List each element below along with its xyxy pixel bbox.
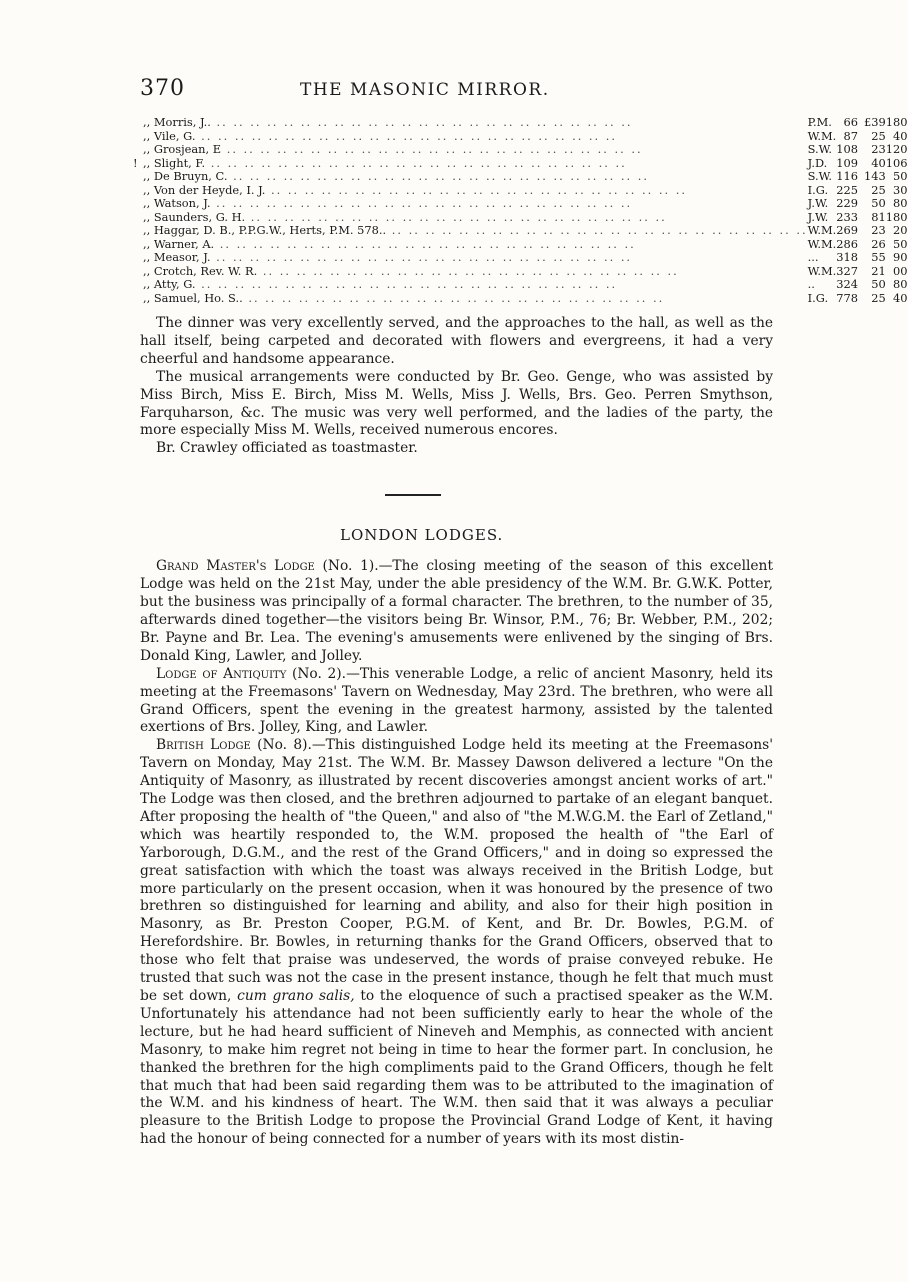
- subscription-row: [133, 130, 908, 144]
- running-head: [140, 76, 773, 116]
- shillings: 12: [885, 142, 901, 156]
- pence: 0: [900, 209, 908, 224]
- shillings: 5: [893, 169, 901, 183]
- lodge-number: 327: [836, 263, 859, 278]
- subscription-list: [133, 116, 908, 305]
- paragraph: Br. Crawley officiated as toastmaster.: [156, 440, 418, 457]
- lodge-text: —This distinguished Lodge held its meeting at the Freemasons' Tavern on Monday, May 21st. The W.M. Br. Massey Dawson delivered a lecture "On the Antiquity of Masonry, as illustrated by recent discoveries amongst ancient works of art." The Lodge was then closed, and the brethren adjourned to partake of an elegant banquet. After proposing the health of "the Queen," and also of "the M.W.G.M. the Earl of Zetland," which was heartily responded to, the W.M. proposed the health of "the Earl of Yarborough, D.G.M., and the rest of the Grand Officers," and in doing so expressed the great satisfaction with which the toast was always received in the British Lodge, but more particularly on the present occasion, when it was honoured by the presence of two brethren so distinguished for learning and ability, and also for their high position in Masonry, as Br. Preston Cooper, P.G.M. of Kent, and Br. Dr. Bowles, P.G.M. of Herefordshire. Br. Bowles, in returning thanks for the Grand Officers, observed that to those who felt that praise was undeserved, the words of praise conveyed rebuke. He trusted that such was not the case in the present instance, though he felt that much must be set down,: [140, 737, 773, 1004]
- pounds: 23: [871, 142, 886, 156]
- subscriber-name: ,, Warner, A.: [143, 236, 215, 251]
- lodge-number: 318: [836, 250, 859, 264]
- lodge-text: —This venerable Lodge, a relic of ancient Masonry, held its meeting at the Freemasons' Tavern on Wednesday, May 23rd. The brethren, who were all Grand Officers, spent the evening in the greatest harmony, assisted by the talented exertions of Brs. Jolley, King, and Lawler.: [140, 665, 773, 736]
- lodge-report: [140, 737, 773, 1149]
- subscription-row: [133, 211, 908, 225]
- dot-leader: .. .. .. .. .. .. .. .. .. .. .. .. .. .. .. .. .. .. .. .. .. .. .. .. ..: [214, 236, 636, 251]
- dot-leader: .. .. .. .. .. .. .. .. .. .. .. .. .. .. .. .. .. .. .. .. .. .. .. .. ..: [227, 169, 650, 183]
- subscription-row: [133, 278, 908, 292]
- dot-leader: .. .. .. .. .. .. .. .. .. .. .. .. .. .. .. .. .. .. .. .. .. .. .. .. ..: [242, 290, 665, 305]
- subscriber-name: ,, Slight, F.: [143, 155, 206, 170]
- section-title: LONDON LODGES.: [340, 526, 504, 545]
- pence: 0: [900, 250, 908, 264]
- lodge-text-continued: to the eloquence of such a practised speaker as the W.M. Unfortunately his attendance had not been sufficiently early to hear the whole of the lecture, but he had heard sufficient of Nineveh and Memphis, as connected with ancient Masonry, to make him regret not being in time to hear the former part. In conclusion, he thanked the brethren for the high compliments paid to the Grand Officers, though he felt that much that had been said regarding them was to be attributed to the imagination of the W.M. and his kindness of heart. The W.M. then said that it was always a peculiar pleasure to the British Lodge to propose the Provincial Grand Lodge of Kent, it having had the honour of being connected for a number of years with its most distin-: [140, 988, 773, 1148]
- pence: 0: [900, 277, 908, 291]
- pence: 6: [900, 155, 908, 170]
- shillings: 10: [885, 155, 901, 170]
- dot-leader: .. .. .. .. .. .. .. .. .. .. .. .. .. .. .. .. .. .. .. .. .. .. .. .. ..: [386, 223, 808, 237]
- pounds: 50: [871, 196, 886, 210]
- subscription-row: [133, 157, 908, 171]
- office: W.M.: [807, 128, 837, 143]
- shillings: 2: [893, 223, 901, 237]
- dot-leader: .. .. .. .. .. .. .. .. .. .. .. .. .. .. .. .. .. .. .. .. .. .. .. .. ..: [221, 142, 643, 156]
- latin-phrase: cum grano salis,: [237, 988, 355, 1004]
- subscriber-name: ,, Vile, G.: [143, 128, 196, 143]
- subscription-row: [133, 143, 908, 157]
- pounds: 26: [871, 236, 886, 251]
- office: P.M.: [807, 115, 832, 129]
- dot-leader: .. .. .. .. .. .. .. .. .. .. .. .. .. .. .. .. .. .. .. .. .. .. .. .. ..: [210, 250, 633, 264]
- lodge-number: 233: [836, 209, 859, 224]
- lodge-heading: Grand Master's Lodge: [156, 558, 315, 575]
- pounds: 21: [871, 263, 886, 278]
- pounds: 40: [871, 155, 886, 170]
- pence: 0: [900, 115, 908, 129]
- pounds: 55: [871, 250, 886, 264]
- office: J.W.: [807, 209, 829, 224]
- office: J.W.: [807, 196, 829, 210]
- lodge-number: 324: [836, 277, 859, 291]
- subscription-row: [133, 238, 908, 252]
- journal-title: THE MASONIC MIRROR.: [300, 80, 550, 100]
- paragraph: The dinner was very excellently served, and the approaches to the hall, as well as the hall itself, being carpeted and decorated with flowers and evergreens, it had a very cheerful and handsome appearance.: [140, 315, 773, 367]
- subscription-row: [133, 184, 908, 198]
- dot-leader: .. .. .. .. .. .. .. .. .. .. .. .. .. .. .. .. .. .. .. .. .. .. .. .. ..: [210, 115, 633, 129]
- lodge-number: (No. 8).: [257, 737, 312, 754]
- subscription-row: [133, 292, 908, 306]
- dot-leader: .. .. .. .. .. .. .. .. .. .. .. .. .. .. .. .. .. .. .. .. .. .. .. .. ..: [210, 196, 633, 210]
- shillings: 3: [893, 182, 901, 197]
- dot-leader: .. .. .. .. .. .. .. .. .. .. .. .. .. .. .. .. .. .. .. .. .. .. .. .. ..: [265, 182, 687, 197]
- pounds: 81: [871, 209, 886, 224]
- lodge-number: 286: [836, 236, 859, 251]
- lodge-number: 229: [836, 196, 859, 210]
- subscriber-name: ,, Grosjean, E: [143, 142, 222, 156]
- lodge-number: 109: [836, 155, 859, 170]
- lodge-number: (No. 1).: [322, 558, 379, 575]
- dot-leader: .. .. .. .. .. .. .. .. .. .. .. .. .. .. .. .. .. .. .. .. .. .. .. .. ..: [245, 209, 667, 224]
- office: S.W.: [807, 142, 833, 156]
- dot-leader: .. .. .. .. .. .. .. .. .. .. .. .. .. .. .. .. .. .. .. .. .. .. .. .. ..: [195, 128, 618, 143]
- shillings: 0: [893, 263, 901, 278]
- pounds: 25: [871, 290, 886, 305]
- section-divider: [385, 494, 441, 496]
- lodge-number: 116: [836, 169, 859, 183]
- office: I.G.: [807, 182, 829, 197]
- paragraph: The musical arrangements were conducted by Br. Geo. Genge, who was assisted by Miss Birch, Miss E. Birch, Miss M. Wells, Miss J. Wells, Brs. Geo. Perren Smythson, Farquharson, &c. The music was very well performed, and the ladies of the party, the more especially Miss M. Wells, received numerous encores.: [140, 368, 773, 439]
- pence: 0: [900, 290, 908, 305]
- office: J.D.: [807, 155, 828, 170]
- margin-mark: !: [133, 155, 138, 170]
- shillings: 4: [893, 290, 901, 305]
- pence: 0: [900, 223, 908, 237]
- office: ..: [807, 277, 815, 291]
- office: W.M.: [807, 236, 837, 251]
- subscriber-name: ,, Watson, J.: [143, 196, 211, 210]
- office: I.G.: [807, 290, 829, 305]
- subscription-row: [133, 251, 908, 265]
- lodge-number: 225: [836, 182, 859, 197]
- pence: 0: [900, 128, 908, 143]
- shillings: 4: [893, 128, 901, 143]
- pounds: 25: [871, 128, 886, 143]
- dot-leader: .. .. .. .. .. .. .. .. .. .. .. .. .. .. .. .. .. .. .. .. .. .. .. .. ..: [257, 263, 679, 278]
- pence: 0: [900, 263, 908, 278]
- pence: 0: [900, 182, 908, 197]
- dot-leader: .. .. .. .. .. .. .. .. .. .. .. .. .. .. .. .. .. .. .. .. .. .. .. .. ..: [205, 155, 627, 170]
- subscription-row: [133, 265, 908, 279]
- subscriber-name: ,, Von der Heyde, I. J.: [143, 182, 266, 197]
- dot-leader: .. .. .. .. .. .. .. .. .. .. .. .. .. .. .. .. .. .. .. .. .. .. .. .. ..: [195, 277, 618, 291]
- lodge-number: 269: [836, 223, 859, 237]
- pounds: 143: [864, 169, 886, 183]
- lodge-text: —The closing meeting of the season of this excellent Lodge was held on the 21st May, under the able presidency of the W.M. Br. G.W.K. Potter, but the business was principally of a formal character. The brethren, to the number of 35, afterwards dined together—the visitors being Br. Winsor, P.M., 76; Br. Webber, P.M., 202; Br. Payne and Br. Lea. The evening's amusements were enlivened by the singing of Brs. Donald King, Lawler, and Jolley.: [140, 558, 773, 664]
- subscription-row: [133, 224, 908, 238]
- lodge-reports: [140, 558, 773, 1149]
- shillings: 8: [893, 196, 901, 210]
- lodge-number: (No. 2).: [291, 665, 347, 682]
- subscription-row: [133, 197, 908, 211]
- shillings: 9: [893, 250, 901, 264]
- office: S.W.: [807, 169, 833, 183]
- subscriber-name: ,, Morris, J..: [143, 115, 211, 129]
- lodge-number: 87: [843, 128, 859, 143]
- office: ...: [807, 250, 819, 264]
- subscriber-name: ,, Crotch, Rev. W. R.: [143, 263, 258, 278]
- subscriber-name: ,, Samuel, Ho. S..: [143, 290, 243, 305]
- pounds: £39: [864, 115, 886, 129]
- lodge-number: 778: [836, 290, 859, 305]
- shillings: 18: [885, 209, 901, 224]
- lodge-heading: Lodge of Antiquity: [156, 665, 287, 682]
- office: W.M.: [807, 223, 837, 237]
- pence: 0: [900, 236, 908, 251]
- pounds: 25: [871, 182, 886, 197]
- subscriber-name: ,, De Bruyn, C.: [143, 169, 228, 183]
- office: W.M.: [807, 263, 837, 278]
- shillings: 5: [893, 236, 901, 251]
- pounds: 23: [871, 223, 886, 237]
- subscriber-name: ,, Atty, G.: [143, 277, 196, 291]
- pence: 0: [900, 169, 908, 183]
- dinner-report: [140, 315, 773, 458]
- subscription-row: [133, 116, 908, 130]
- page-number: 370: [140, 76, 185, 101]
- shillings: 8: [893, 277, 901, 291]
- lodge-heading: British Lodge: [156, 737, 251, 754]
- shillings: 18: [885, 115, 901, 129]
- pounds: 50: [871, 277, 886, 291]
- subscriber-name: ,, Haggar, D. B., P.P.G.W., Herts, P.M. 578..: [143, 223, 387, 237]
- lodge-number: 108: [836, 142, 859, 156]
- lodge-report: [140, 666, 773, 738]
- subscriber-name: ,, Measor, J.: [143, 250, 211, 264]
- pence: 0: [900, 196, 908, 210]
- subscription-row: [133, 170, 908, 184]
- pence: 0: [900, 142, 908, 156]
- lodge-report: [140, 558, 773, 665]
- lodge-number: 66: [843, 115, 859, 129]
- subscriber-name: ,, Saunders, G. H.: [143, 209, 246, 224]
